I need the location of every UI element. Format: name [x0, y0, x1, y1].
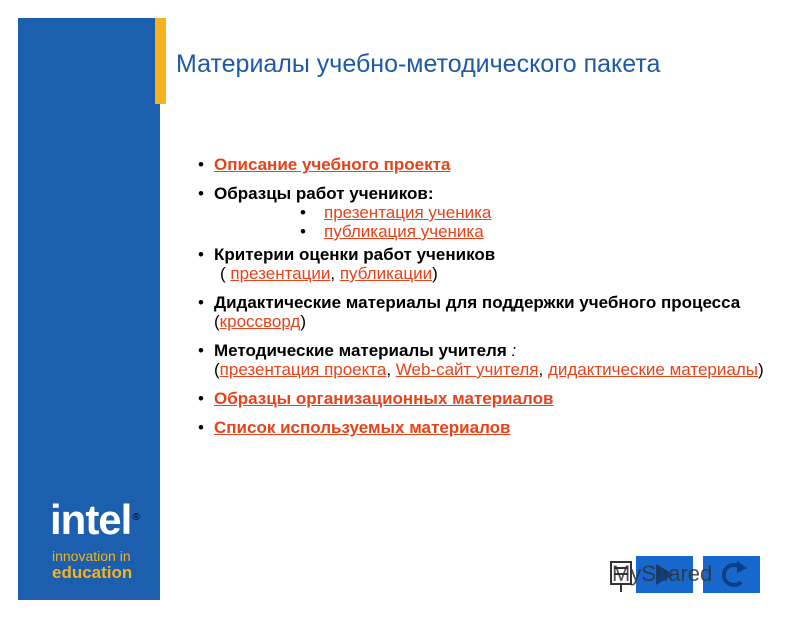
- intel-logo: [50, 498, 140, 542]
- didactic-open-paren: (: [214, 312, 220, 331]
- methodical-colon: :: [506, 341, 517, 360]
- tagline-line1: innovation in: [52, 548, 131, 564]
- bullet-icon: •: [198, 341, 204, 360]
- materials-list: [198, 155, 768, 447]
- list-item-student-works: [198, 184, 768, 241]
- methodical-separator-1: ,: [386, 360, 396, 379]
- watermark: MyShared: [612, 561, 713, 586]
- list-item-used-materials: [198, 418, 768, 437]
- student-presentation-link[interactable]: презентация ученика: [324, 203, 492, 222]
- project-presentation-link[interactable]: презентация проекта: [219, 360, 387, 379]
- bullet-icon: •: [198, 245, 204, 264]
- logo-tagline: [52, 549, 132, 582]
- tagline-line2: education: [52, 563, 133, 582]
- list-item-didactic: [198, 293, 768, 331]
- methodical-label: Методические материалы учителя: [214, 341, 507, 360]
- criteria-publications-link[interactable]: публикации: [339, 264, 433, 283]
- used-materials-link[interactable]: Список используемых материалов: [214, 418, 511, 437]
- methodical-close-paren: ): [757, 360, 764, 379]
- methodical-separator-2: ,: [538, 360, 548, 379]
- methodical-open-paren: (: [214, 360, 220, 379]
- list-item-methodical: [198, 341, 768, 379]
- org-materials-link[interactable]: Образцы организационных материалов: [214, 389, 554, 408]
- bullet-icon: •: [300, 222, 306, 241]
- page-title: Материалы учебно-методического пакета: [176, 50, 661, 78]
- sub-list-item: [214, 222, 768, 241]
- student-works-sublist: [214, 203, 768, 241]
- criteria-label: Критерии оценки работ учеников: [214, 245, 496, 264]
- student-publication-link[interactable]: публикация ученика: [324, 222, 484, 241]
- criteria-open-paren: (: [220, 264, 231, 283]
- criteria-presentations-link[interactable]: презентации: [230, 264, 331, 283]
- bullet-icon: •: [198, 293, 204, 312]
- student-works-label: Образцы работ учеников:: [214, 184, 434, 203]
- registered-icon: ®: [132, 512, 140, 523]
- didactic-label: Дидактические материалы для поддержки учебного процесса: [214, 293, 741, 312]
- bullet-icon: •: [198, 184, 204, 203]
- intel-logo-wordmark: intel: [50, 496, 132, 543]
- crossword-link[interactable]: кроссворд: [219, 312, 301, 331]
- sub-list-item: [214, 203, 768, 222]
- accent-bar: [155, 18, 166, 104]
- bullet-icon: •: [300, 203, 306, 222]
- didactic-materials-link[interactable]: дидактические материалы: [547, 360, 758, 379]
- bullet-icon: •: [198, 389, 204, 408]
- project-description-link[interactable]: Описание учебного проекта: [214, 155, 451, 174]
- list-item-project-description: [198, 155, 768, 174]
- criteria-separator: ,: [330, 264, 340, 283]
- list-item-criteria: [198, 245, 768, 283]
- criteria-close-paren: ): [432, 264, 438, 283]
- list-item-org-materials: [198, 389, 768, 408]
- bullet-icon: •: [198, 418, 204, 437]
- didactic-close-paren: ): [300, 312, 306, 331]
- bullet-icon: •: [198, 155, 204, 174]
- teacher-website-link[interactable]: Web-сайт учителя: [395, 360, 539, 379]
